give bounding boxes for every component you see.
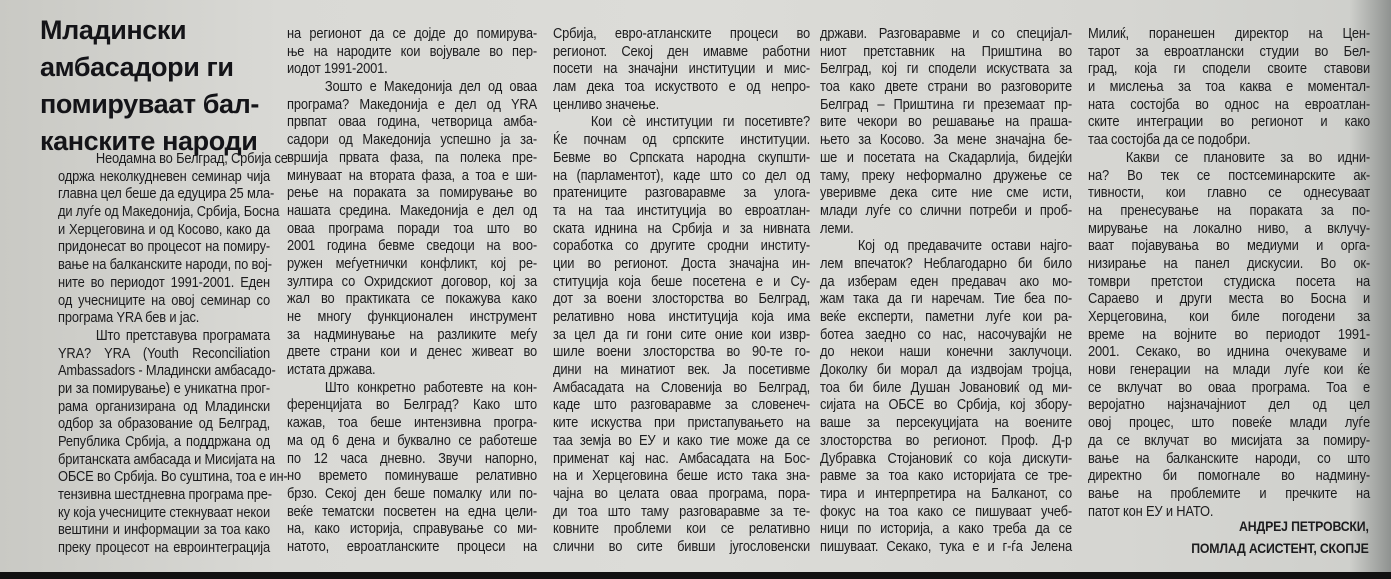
text-line: до некои наши конечни заклучоци.: [820, 343, 1072, 361]
text-line: низирање на панел дискусии. Во ок-: [1088, 254, 1370, 272]
text-line: кажав, тоа беше интензивна програ-: [287, 414, 537, 432]
text-line: на регионот да се дојде до помирува-: [287, 25, 537, 42]
text-line: злосторства во регионот. Проф. Д-р: [820, 431, 1072, 449]
text-line: тоа како двете страни во разговорите: [820, 78, 1072, 96]
text-line: лем впечаток? Неблагодарно би било: [820, 254, 1072, 272]
text-line: на пренесување на пораката за по-: [1088, 201, 1370, 219]
text-line: главна цел беше да едуцира 25 мла-: [58, 185, 275, 203]
text-line: ботеа заедно со нас, насочувајќи не: [820, 325, 1072, 343]
text-line: фокус на тоа како се пишуваат учеб-: [820, 502, 1072, 520]
text-line: Неодамна во Белград, Србија се: [95, 150, 288, 167]
text-line: Милиќ, поранешен директор на Цен-: [1088, 25, 1370, 42]
text-line: Белград – Приштина ги преземаат пр-: [820, 95, 1072, 113]
text-line: уверивме дека сите ние сме исти,: [820, 184, 1072, 202]
text-line: придонесат во процесот на помиру-: [58, 238, 270, 256]
text-line: таа земја во ЕУ и како тие може да се: [553, 431, 810, 449]
text-line: Доколку би морал да издвојам тројца,: [820, 361, 1072, 379]
text-line: тивности, кои главно се однесуваат: [1088, 184, 1370, 202]
text-line: Зошто е Македонија дел од оваа: [324, 78, 537, 96]
text-line: на, како историја, справување со ми-: [287, 520, 537, 538]
text-line: Сараево и други места во Босна и: [1088, 290, 1370, 308]
text-line: ди луѓе од Македонија, Србија, Босна: [58, 203, 280, 221]
text-line: Херцеговина, кои биле погодени за: [1088, 308, 1370, 325]
text-line: YRA? YRA (Youth Reconciliation: [58, 344, 270, 362]
text-line: ружен меѓуетнички конфликт, кој ре-: [287, 254, 537, 272]
text-line: рама организирана од Младински: [58, 397, 270, 415]
text-line: директно би помогнале во надмину-: [1088, 467, 1370, 485]
text-line: оваа програма поради тоа што во: [287, 219, 537, 237]
article-title: [40, 12, 259, 160]
text-column-1: [58, 150, 288, 557]
text-line: тензивна шестдневна програма пре-: [58, 486, 272, 504]
text-line: Ќе почнам од српските институции.: [553, 131, 810, 149]
text-line: та на таа институција во евроатлан-: [553, 201, 810, 219]
text-line: тира и интерпретира на Балканот, со: [820, 484, 1072, 502]
text-line: на и Херцеговина беше исто така зна-: [553, 467, 810, 485]
text-line: време на војните во периодот 1991-: [1088, 325, 1370, 343]
text-line: ку која учесниците стекнуваат некои: [58, 503, 270, 521]
text-line: иодот 1991-2001.: [287, 60, 388, 78]
text-line: ОБСЕ во Србија. Во суштина, тоа е ин-: [58, 468, 288, 486]
text-line: Кој од предавачите остави најго-: [857, 237, 1072, 255]
text-line: ваат појавувања во медиуми и орга-: [1088, 237, 1370, 255]
text-line: Бевме во Српската народна скупшти-: [553, 148, 810, 166]
text-line: одржа неколкудневен семинар чија: [58, 167, 270, 185]
text-line: 2001. Секако, во иднина очекуваме и: [1088, 343, 1370, 361]
text-line: чајна во целата оваа програма, пора-: [553, 484, 810, 502]
text-line: мирување на локално ниво, а вклучу-: [1088, 219, 1370, 237]
text-line: ма од 6 дена и буквално се работеше: [287, 431, 537, 449]
text-line: за цел да ги гони сите оние кои извр-: [553, 325, 810, 343]
text-line: посети на значајни институции и мис-: [553, 60, 810, 78]
text-line: слични во сите бивши југословенски: [553, 537, 810, 555]
text-line: ските интеграции во регионот и како: [1088, 113, 1370, 131]
author-name: АНДРЕЈ ПЕТРОВСКИ,: [1239, 518, 1369, 534]
text-line: ференцијата во Белград? Како што: [287, 396, 537, 414]
text-line: тарот за евроатлански студии во Бел-: [1088, 42, 1370, 60]
text-line: Амбасадата на Словенија во Белград,: [553, 378, 810, 396]
text-line: да изберам еден предавач ако мо-: [820, 272, 1072, 290]
byline: [1192, 515, 1369, 559]
text-line: рење на пораката за помирување во: [287, 184, 537, 202]
text-line: зултира со Охридскиот договор, кој за: [287, 272, 537, 290]
text-line: вештини и информации за тоа како: [58, 521, 270, 539]
text-line: веќе тематски посветен на една цели-: [287, 502, 537, 520]
text-line: жал во практиката се покажува како: [287, 290, 537, 308]
text-line: сијата на ОБСЕ во Србија, кој збору-: [820, 396, 1072, 414]
text-line: минуваат на втората фаза, а тоа е ши-: [287, 166, 537, 184]
text-line: ваше за персекуцијата на воените: [820, 414, 1072, 432]
text-line: лам дека тоа искуството е од непро-: [553, 78, 810, 96]
text-line: равме за тоа како историјата се тре-: [820, 467, 1072, 485]
text-line: соработка со другите сродни институ-: [553, 237, 810, 255]
text-line: вите чекори во решавање на праша-: [820, 113, 1072, 131]
text-line: да се вклучат во мисијата за помиру-: [1088, 431, 1370, 449]
text-line: дот за воени злосторства во Белград,: [553, 290, 810, 308]
text-line: веројатно најзначајниот дел од цел: [1088, 396, 1370, 414]
text-line: регионот. Секој ден имавме работни: [553, 42, 810, 60]
text-line: леми.: [820, 219, 854, 237]
text-line: томври претстои студиска посета на: [1088, 272, 1370, 290]
text-column-2: [287, 25, 537, 556]
text-line: Какви се плановите за во идни-: [1125, 148, 1370, 166]
text-line: двете страни кои и денес живеат во: [287, 343, 537, 361]
text-line: и мислења за тоа каква е моментал-: [1088, 78, 1370, 96]
text-line: и Херцеговина и од Косово, како да: [58, 220, 270, 238]
text-line: брзо. Секој ден беше помалку или по-: [287, 484, 537, 502]
text-line: овој процес, што повеќе млади луѓе: [1088, 414, 1370, 432]
text-line: применат кај нас. Амбасадата на Бос-: [553, 449, 810, 467]
text-line: вршија првата фаза, па полека пре-: [287, 148, 537, 166]
text-line: дини на минатиот век. Ја посетивме: [553, 361, 810, 379]
text-line: преку процесот на евроинтеграција: [58, 539, 270, 557]
text-line: Ambassadors - Младински амбасадо-: [58, 362, 276, 380]
text-line: тоа би биле Душан Јовановиќ од ми-: [820, 378, 1072, 396]
text-line: програма YRA бев и јас.: [58, 309, 200, 327]
text-column-4: [820, 25, 1072, 556]
text-column-5: [1088, 25, 1370, 520]
text-line: истата држава.: [287, 361, 376, 379]
text-line: одбор за образование од Белград,: [58, 415, 270, 433]
text-line: вање на балканските народи, по вој-: [58, 256, 272, 274]
text-line: држави. Разговаравме и со специјал-: [820, 25, 1072, 42]
text-line: релативно нова институција која има: [553, 308, 810, 325]
text-line: ковните проблеми кои се релативно: [553, 520, 810, 538]
text-line: каде што разговаравме за словенеч-: [553, 396, 810, 414]
text-line: ките искуства при пристапувањето на: [553, 414, 810, 432]
text-line: од учесниците на овој семинар со: [58, 291, 270, 309]
text-line: за надминување на разликите меѓу: [287, 325, 537, 343]
text-line: ше и посетата на Скадарлија, бидејќи: [820, 148, 1072, 166]
text-line: нашата средина. Македонија е дел од: [287, 201, 537, 219]
text-line: ди тоа што таму разговаравме за те-: [553, 502, 810, 520]
text-line: ри за помирување) е уникатна прог-: [58, 379, 270, 397]
text-line: жам така да ги наречам. Тие беа по-: [820, 290, 1072, 308]
text-line: се вклучат во оваа програма. Тоа е: [1088, 378, 1370, 396]
text-line: вање на балканските народи, со што: [1088, 449, 1370, 467]
text-line: ската иднина на Србија и за нивната: [553, 219, 810, 237]
text-line: на (парламентот), каде што со дел од: [553, 166, 810, 184]
text-line: Кои сè институции ги посетивте?: [590, 113, 810, 131]
text-line: шиле воени злосторства во 90-те го-: [553, 343, 810, 361]
text-line: нови генерации на млади луѓе кои ќе: [1088, 361, 1370, 379]
text-line: ции во регионот. Доста значајна ин-: [553, 254, 810, 272]
text-line: Што конкретно работевте на кон-: [324, 378, 537, 396]
text-line: град, која ги сподели своите ставови: [1088, 60, 1370, 78]
text-line: натото, евроатланските процеси на: [287, 537, 537, 555]
author-role: ПОМЛАД АСИСТЕНТ, СКОПЈЕ: [1191, 540, 1369, 556]
text-line: млади луѓе со слични потреби и проб-: [820, 201, 1072, 219]
title-line: Младински: [40, 15, 187, 45]
text-line: таму, преку неформално дружење се: [820, 166, 1072, 184]
text-line: британската амбасада и Мисијата на: [58, 450, 275, 468]
text-line: ната состојба во однос на евроатлан-: [1088, 95, 1370, 113]
text-line: ниот претставник на Приштина во: [820, 42, 1072, 60]
text-line: ници по историја, а како треба да се: [820, 520, 1072, 538]
text-line: програма? Македонија е дел од YRA: [287, 95, 537, 113]
text-line: таа состојба да се подобри.: [1088, 131, 1251, 149]
text-line: Белград, кој ги сподели искуствата за: [820, 60, 1072, 78]
text-line: пратениците разговаравме за улога-: [553, 184, 810, 202]
scan-border: [0, 572, 1391, 579]
text-line: на? Во тек се постсеминарските ак-: [1088, 166, 1370, 184]
text-line: патот кон ЕУ и НАТО.: [1088, 502, 1214, 520]
text-line: 2001 година бевме сведоци на воо-: [287, 237, 537, 255]
text-line: садори од Македонија успешно ја за-: [287, 131, 537, 149]
text-line: веќе експерти, паметни луѓе кои ра-: [820, 308, 1072, 325]
text-column-3: [553, 25, 810, 556]
text-line: њето за Косово. За мене значајна бе-: [820, 131, 1072, 149]
title-line: амбасадори ги: [40, 52, 234, 82]
title-line: канските народи: [40, 126, 258, 156]
text-line: Република Србија, а поддржана од: [58, 433, 270, 450]
text-line: првпат оваа година, четворица амба-: [287, 113, 537, 131]
text-line: Србија, евро-атланските процеси во: [553, 25, 810, 42]
text-line: ценливо значење.: [553, 95, 660, 113]
text-line: но времето поминуваше релативно: [287, 467, 537, 485]
text-line: Дубравка Стојановиќ со која дискути-: [820, 449, 1072, 467]
text-line: вање на проблемите и пречките на: [1088, 484, 1370, 502]
text-line: ње на народите кои војувале во пер-: [287, 42, 537, 60]
title-line: помируваат бал-: [40, 89, 260, 119]
text-line: ституција која беше посетена е и Су-: [553, 272, 810, 290]
text-line: Што претставува програмата: [95, 326, 270, 344]
text-line: по 12 часа дневно. Звучи напорно,: [287, 449, 537, 467]
text-line: пишуваат. Секако, тука е и г-ѓа Јелена: [820, 537, 1072, 555]
text-line: ните во периодот 1991-2001. Еден: [58, 273, 270, 291]
text-line: не многу функционален инструмент: [287, 308, 537, 325]
